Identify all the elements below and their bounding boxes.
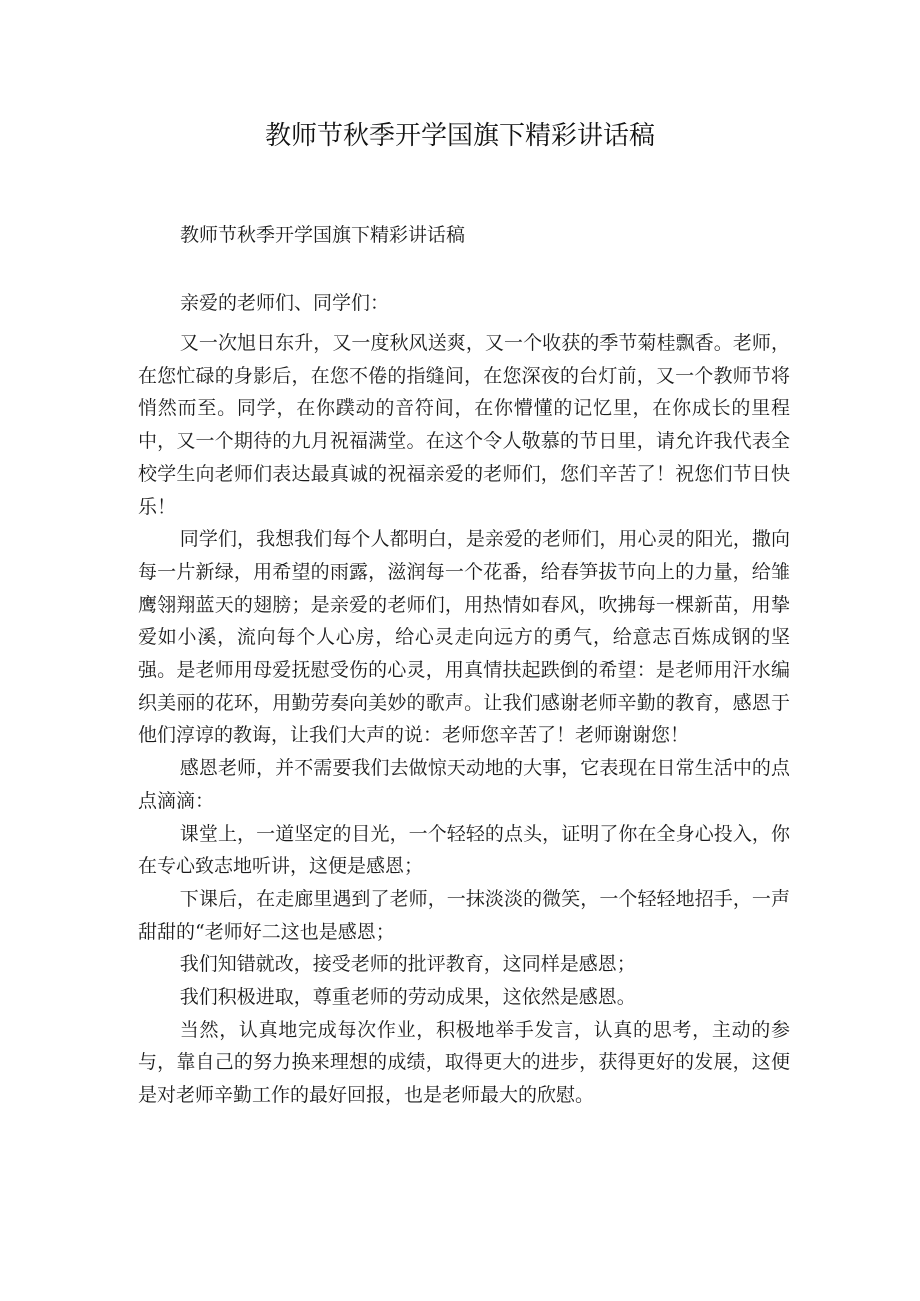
paragraph-4: 课堂上，一道坚定的目光，一个轻轻的点头，证明了你在全身心投入，你在专心致志地听讲，这便是感恩； (138, 822, 790, 878)
document-subtitle: 教师节秋季开学国旗下精彩讲话稿 (180, 224, 466, 246)
paragraph-6: 我们知错就改，接受老师的批评教育，这同样是感恩； (179, 953, 636, 976)
document-title: 教师节秋季开学国旗下精彩讲话稿 (264, 121, 655, 151)
paragraph-8: 当然，认真地完成每次作业，积极地举手发言，认真的思考，主动的参与，靠自己的努力换来理想的成绩，取得更大的进步，获得更好的发展，这便是对老师辛勤工作的最好回报，也是老师最大的欣慰。 (138, 1018, 790, 1107)
paragraph-5: 下课后，在走廊里遇到了老师，一抹淡淡的微笑，一个轻轻地招手，一声甜甜的“老师好二这也是感恩； (138, 887, 790, 943)
paragraph-3: 感恩老师，并不需要我们去做惊天动地的大事，它表现在日常生活中的点点滴滴： (138, 757, 790, 812)
paragraph-1: 又一次旭日东升，又一度秋风送爽，又一个收获的季节菊桂飘香。老师，在您忙碌的身影后，在您不倦的指缝间，在您深夜的台灯前，又一个教师节将悄然而至。同学，在你蹼动的音符间，在你懵懂的记忆里，在你成长的里程中，又一个期待的九月祝福满堂。在这个令人敬慕的节日里，请允许我代表全校学生向老师们表达最真诚的祝福亲爱的老师们，您们辛苦了！祝您们节日快乐！ (138, 332, 790, 518)
paragraph-2: 同学们，我想我们每个人都明白，是亲爱的老师们，用心灵的阳光，撒向每一片新绿，用希望的雨露，滋润每一个花番，给春笋拔节向上的力量，给雏鹰翎翔蓝天的翅膀；是亲爱的老师们，用热情如春风，吹拂每一棵新苗，用挚爱如小溪，流向每个人心房，给心灵走向远方的勇气，给意志百炼成钢的坚强。是老师用母爱抚慰受伤的心灵，用真情扶起跌倒的希望：是老师用汗水编织美丽的花环，用勤劳奏向美妙的歌声。让我们感谢老师辛勤的教育，感恩于他们淳谆的教诲，让我们大声的说：老师您辛苦了！老师谢谢您！ (138, 528, 790, 747)
salutation: 亲爱的老师们、同学们： (180, 292, 390, 314)
speech-body (138, 327, 790, 1112)
paragraph-7: 我们积极进取，尊重老师的劳动成果，这依然是感恩。 (179, 986, 636, 1009)
